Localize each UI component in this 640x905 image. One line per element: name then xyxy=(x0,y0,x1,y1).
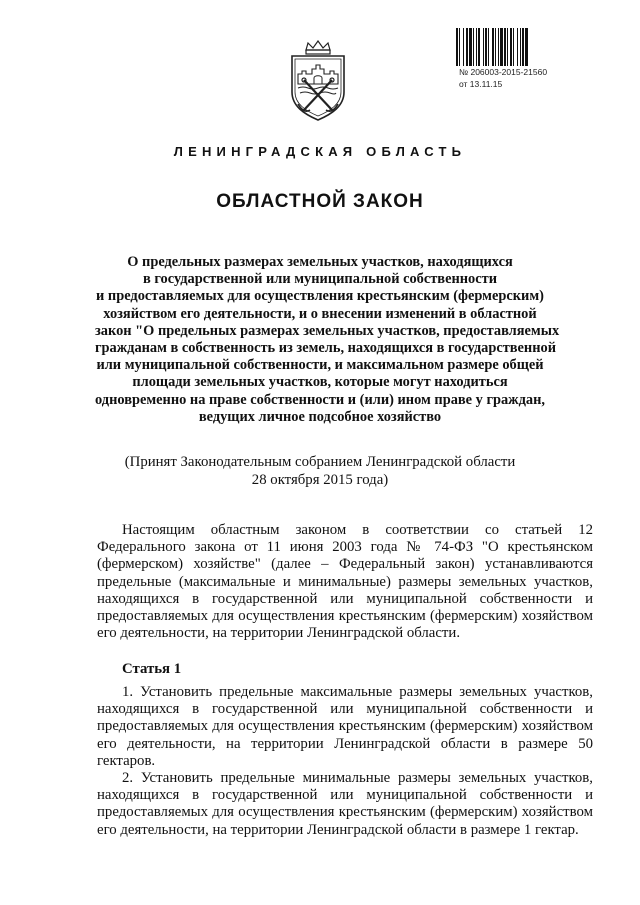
title-line: и предоставляемых для осуществления крестьянским (фермерским) xyxy=(96,288,544,305)
registration-block xyxy=(453,28,603,90)
title-line: закон "О предельных размерах земельных участков, предоставляемых xyxy=(95,322,560,339)
article-1-body xyxy=(97,684,593,839)
title-line: хозяйством его деятельности, и о внесении изменений в областной xyxy=(103,305,537,322)
preamble-paragraph: Настоящим областным законом в соответствии со статьей 12 Федерального закона от 11 июня 2003 года № 74-ФЗ "О крестьянском (фермерском) хозяйстве" (далее – Федеральный закон) устанавливаются предельные (максимальные и минимальные) размеры земельных участков, находящихся в государственной или муниципальной собственности и предоставляемых для осуществления крестьянским (фермерским) хозяйством его деятельности, на территории Ленинградской области. xyxy=(97,522,593,642)
adoption-line: 28 октября 2015 года) xyxy=(251,472,389,488)
region-heading: ЛЕНИНГРАДСКАЯ ОБЛАСТЬ xyxy=(173,144,467,159)
law-type-heading: ОБЛАСТНОЙ ЗАКОН xyxy=(216,191,424,212)
coat-of-arms-emblem xyxy=(286,40,350,122)
barcode xyxy=(455,28,593,66)
title-line: О предельных размерах земельных участков, находящихся xyxy=(127,254,513,270)
registration-date: от 13.11.15 xyxy=(459,79,503,89)
adoption-note xyxy=(0,453,640,489)
law-title xyxy=(95,254,560,426)
title-line: гражданам в собственность из земель, находящихся в государственной xyxy=(95,340,557,357)
article-paragraph: 2. Установить предельные минимальные размеры земельных участков, находящихся в государственной или муниципальной собственности и предоставляемых для осуществления крестьянским (фермерским) хозяйством его деятельности, на территории Ленинградской области в размере 1 гектар. xyxy=(97,770,593,838)
title-line: площади земельных участков, которые могут находиться xyxy=(132,374,508,391)
title-line: в государственной или муниципальной собственности xyxy=(143,271,497,288)
registration-number: № 206003-2015-21560 xyxy=(459,67,548,77)
title-line: одновременно на праве собственности и (или) ином праве у граждан, xyxy=(95,391,545,408)
adoption-line: (Принят Законодательным собранием Ленинградской области xyxy=(124,454,516,470)
article-paragraph: 1. Установить предельные максимальные размеры земельных участков, находящихся в государственной или муниципальной собственности и предоставляемых для осуществления крестьянским (фермерским) хозяйством его деятельности, на территории Ленинградской области в размере 50 гектаров. xyxy=(97,684,593,769)
preamble xyxy=(97,522,593,642)
title-line: или муниципальной собственности, и максимальном размере общей xyxy=(96,357,544,374)
article-1-heading: Статья 1 xyxy=(122,661,182,677)
title-line: ведущих личное подсобное хозяйство xyxy=(198,408,442,425)
